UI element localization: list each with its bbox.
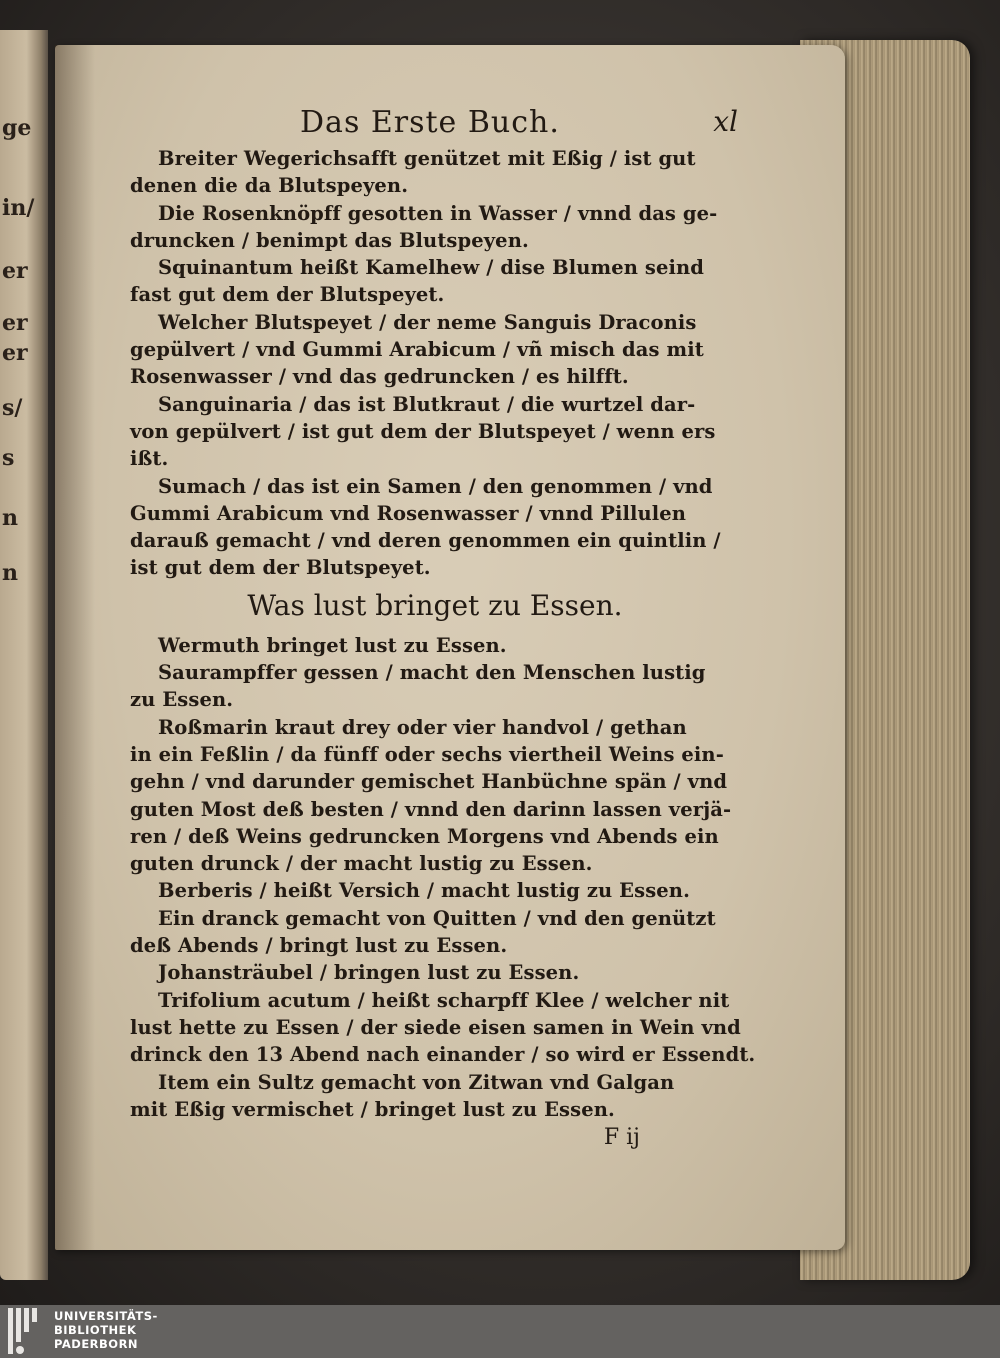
library-name-line3: PADERBORN bbox=[54, 1337, 139, 1351]
text-line: in ein Feßlin / da fünff oder sechs viertheil Weins ein- bbox=[130, 742, 724, 766]
left-page-fragment: s bbox=[2, 445, 15, 471]
left-page-fragment: s/ bbox=[2, 395, 23, 421]
text-line: Johansträubel / bringen lust zu Essen. bbox=[158, 961, 580, 985]
text-line: deß Abends / bringt lust zu Essen. bbox=[130, 934, 508, 958]
text-line: Wermuth bringet lust zu Essen. bbox=[158, 633, 507, 657]
text-line: guten drunck / der macht lustig zu Essen. bbox=[130, 852, 593, 876]
text-line: Gummi Arabicum vnd Rosenwasser / vnnd Pillulen bbox=[130, 501, 687, 525]
text-line: Trifolium acutum / heißt scharpff Klee / welcher nit bbox=[158, 988, 730, 1012]
text-line: druncken / benimpt das Blutspeyen. bbox=[130, 228, 529, 252]
text-line: darauß gemacht / vnd deren genommen ein quintlin / bbox=[130, 529, 721, 553]
text-line: lust hette zu Essen / der siede eisen samen in Wein vnd bbox=[130, 1015, 741, 1039]
left-page-edge bbox=[0, 30, 48, 1280]
folio-number: xl bbox=[713, 105, 738, 138]
left-page-fragment: n bbox=[2, 560, 18, 586]
university-library-logo-icon bbox=[8, 1308, 44, 1354]
text-line: gepülvert / vnd Gummi Arabicum / vñ misch das mit bbox=[130, 338, 704, 362]
library-name-line1: UNIVERSITÄTS- bbox=[54, 1309, 158, 1323]
text-line: Roßmarin kraut drey oder vier handvol / gethan bbox=[158, 715, 687, 739]
left-page-fragment: ge bbox=[2, 115, 32, 141]
library-name bbox=[54, 1309, 158, 1351]
text-line: Item ein Sultz gemacht von Zitwan vnd Galgan bbox=[158, 1070, 675, 1094]
page-header bbox=[130, 105, 740, 145]
left-page-fragment: er bbox=[2, 310, 28, 336]
text-line: Squinantum heißt Kamelhew / dise Blumen seind bbox=[158, 256, 704, 280]
paragraph-blood-spitting bbox=[130, 145, 740, 582]
text-line: Berberis / heißt Versich / macht lustig zu Essen. bbox=[158, 879, 690, 903]
text-line: Saurampffer gessen / macht den Menschen lustig bbox=[158, 661, 706, 685]
text-line: guten Most deß besten / vnnd den darinn lassen verjä- bbox=[130, 797, 732, 821]
text-line: Rosenwasser / vnd das gedruncken / es hilfft. bbox=[130, 365, 629, 389]
text-line: zu Essen. bbox=[130, 688, 234, 712]
section-title: Was lust bringet zu Essen. bbox=[247, 588, 623, 622]
left-page-fragment: in/ bbox=[2, 195, 35, 221]
left-page-fragment: er bbox=[2, 340, 28, 366]
text-line: Die Rosenknöpff gesotten in Wasser / vnnd das ge- bbox=[158, 201, 718, 225]
paragraph-appetite bbox=[130, 632, 756, 1123]
footer-bar bbox=[0, 1305, 1000, 1358]
text-line: Sumach / das ist ein Samen / den genommen / vnd bbox=[158, 474, 713, 498]
page-text-block bbox=[130, 105, 756, 1153]
running-head: Das Erste Buch. bbox=[300, 105, 560, 140]
left-page-fragment: er bbox=[2, 258, 28, 284]
text-line: Ein dranck gemacht von Quitten / vnd den genützt bbox=[158, 906, 716, 930]
text-line: Breiter Wegerichsafft genützet mit Eßig / ist gut bbox=[158, 147, 696, 170]
gutter-shadow bbox=[55, 45, 95, 1250]
text-line: ist gut dem der Blutspeyet. bbox=[130, 556, 431, 580]
text-line: mit Eßig vermischet / bringet lust zu Essen. bbox=[130, 1097, 615, 1121]
text-line: denen die da Blutspeyen. bbox=[130, 174, 409, 198]
left-page-fragment: n bbox=[2, 505, 18, 531]
text-line: fast gut dem der Blutspeyet. bbox=[130, 283, 445, 307]
text-line: Sanguinaria / das ist Blutkraut / die wurtzel dar- bbox=[158, 392, 696, 416]
signature-mark: F ij bbox=[603, 1125, 640, 1151]
text-line: ißt. bbox=[130, 447, 169, 471]
text-line: drinck den 13 Abend nach einander / so wird er Essendt. bbox=[130, 1043, 756, 1067]
text-line: ren / deß Weins gedruncken Morgens vnd Abends ein bbox=[130, 824, 719, 848]
text-line: von gepülvert / ist gut dem der Blutspeyet / wenn ers bbox=[130, 419, 716, 443]
library-name-line2: BIBLIOTHEK bbox=[54, 1323, 137, 1337]
text-line: Welcher Blutspeyet / der neme Sanguis Draconis bbox=[158, 310, 697, 334]
text-line: gehn / vnd darunder gemischet Hanbüchne spän / vnd bbox=[130, 770, 728, 794]
